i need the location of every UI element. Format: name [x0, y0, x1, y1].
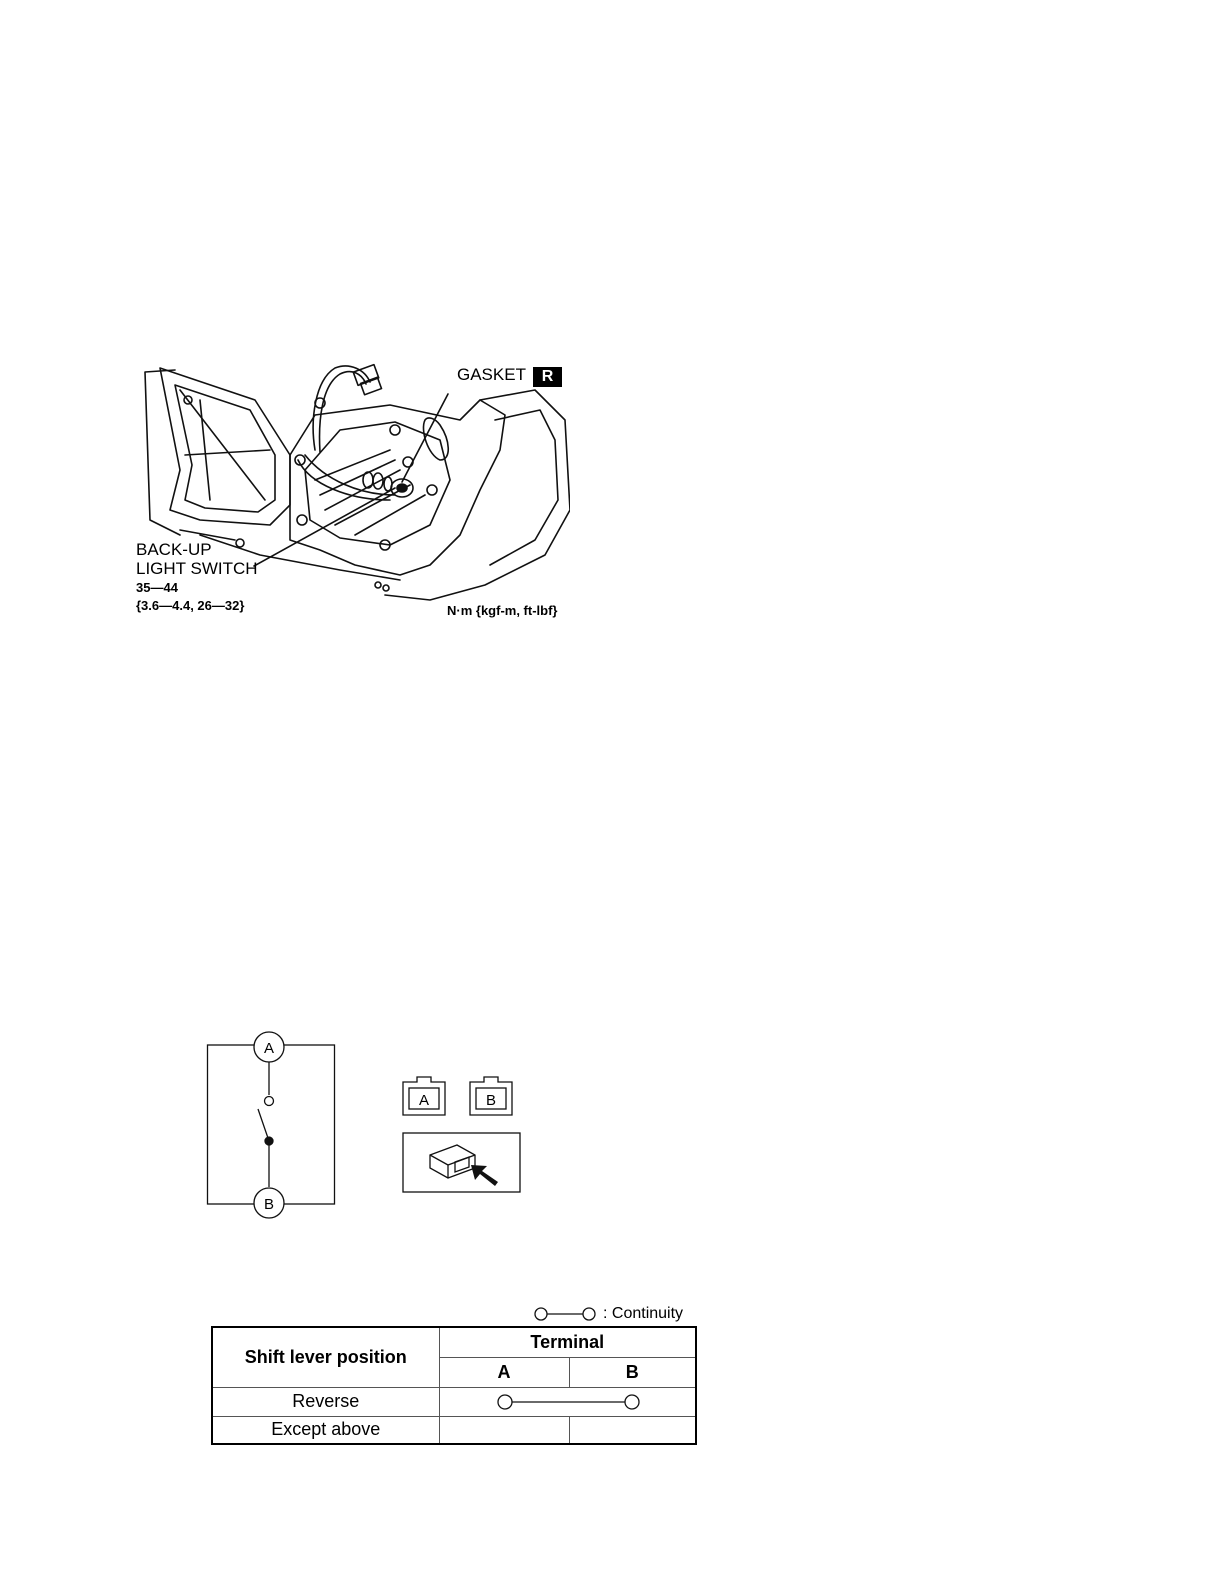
header-shift-lever-position: Shift lever position	[212, 1327, 439, 1387]
connector-b-label: B	[485, 1092, 497, 1109]
row-position-label: Reverse	[212, 1387, 439, 1416]
terminal-b-node	[254, 1188, 284, 1218]
switch-label-line2: LIGHT SWITCH	[136, 559, 258, 578]
switch-label-line1: BACK-UP	[136, 540, 212, 559]
torque-units: N·m {kgf-m, ft-lbf}	[447, 603, 558, 618]
replace-mark: R	[533, 367, 562, 387]
terminal-a-label: A	[263, 1040, 275, 1057]
torque-alt: {3.6—4.4, 26—32}	[136, 598, 245, 613]
transmission-illustration	[140, 360, 570, 620]
row-position-label: Except above	[212, 1416, 439, 1444]
table-row	[212, 1416, 696, 1444]
terminal-a-node	[254, 1032, 284, 1062]
continuity-legend-text: : Continuity	[603, 1305, 684, 1322]
connector-a-label: A	[418, 1092, 430, 1109]
header-terminal-b: B	[569, 1357, 696, 1387]
gasket-label: GASKET	[457, 365, 526, 384]
continuity-legend-symbol	[532, 1305, 600, 1323]
continuity-symbol	[440, 1389, 697, 1415]
header-terminal: Terminal	[439, 1327, 696, 1357]
connector-diagram	[395, 1070, 530, 1200]
empty-cell-b	[569, 1416, 696, 1444]
torque-value: 35—44	[136, 580, 178, 595]
switch-circuit-diagram	[200, 1025, 345, 1225]
empty-cell-a	[439, 1416, 569, 1444]
table-row	[212, 1387, 696, 1416]
continuity-table	[211, 1326, 697, 1445]
header-terminal-a: A	[439, 1357, 569, 1387]
terminal-b-label: B	[263, 1196, 275, 1213]
continuity-cell	[439, 1387, 696, 1416]
